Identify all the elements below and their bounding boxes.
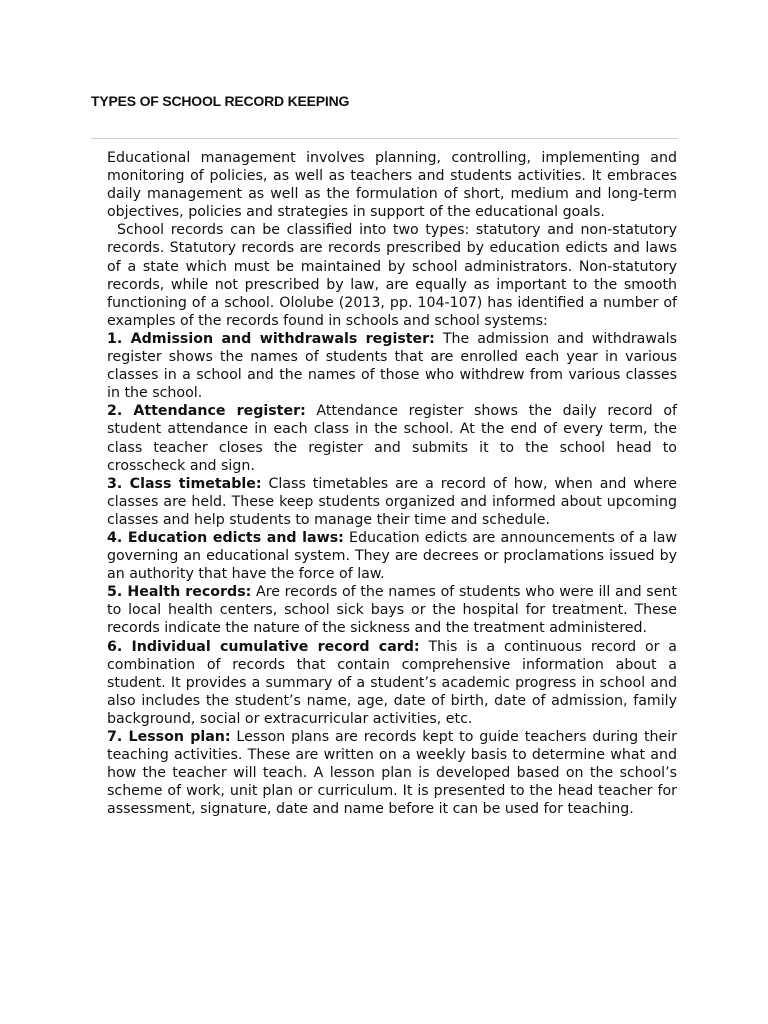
- list-item-text: Are records of the names of students who were ill and sent to local health centers, school sick bays or the hospital for treatment. These records indicate the nature of the sickness and the treatment administered.: [107, 584, 677, 637]
- list-item-title: 5. Health records:: [107, 584, 252, 601]
- list-item-title: 1. Admission and withdrawals register:: [107, 330, 435, 347]
- list-item-text: Class timetables are a record of how, when and where classes are held. These keep students organized and informed about upcoming classes and help students to manage their time and schedule.: [107, 475, 677, 528]
- list-item-title: 6. Individual cumulative record card:: [107, 638, 420, 655]
- classification-paragraph: School records can be classified into two types: statutory and non-statutory records. Statutory records are records prescribed by education edicts and laws of a state which must be maintained by school administrators. Non-statutory records, while not prescribed by law, are equally as important to the smooth functioning of a school. Ololube (2013, pp. 104-107) has identified a number of examples of the records found in schools and school systems:: [107, 222, 677, 329]
- list-item-text: Lesson plans are records kept to guide teachers during their teaching activities. These are written on a weekly basis to determine what and how the teacher will teach. A lesson plan is developed based on the school’s scheme of work, unit plan or curriculum. It is presented to the head teacher for assessment, signature, date and name before it can be used for teaching.: [107, 729, 677, 818]
- list-item-title: 3. Class timetable:: [107, 475, 262, 492]
- list-item-text: This is a continuous record or a combination of records that contain comprehensive information about a student. It provides a summary of a student’s academic progress in school and also includes the student’s name, age, date of birth, date of admission, family background, social or extracurricular activities, etc.: [107, 638, 678, 727]
- page-title: TYPES OF SCHOOL RECORD KEEPING: [91, 93, 350, 109]
- list-item: [107, 402, 677, 474]
- list-item: [107, 529, 677, 583]
- document-body: [107, 149, 677, 818]
- title-divider: [91, 138, 678, 139]
- intro-paragraph: Educational management involves planning, controlling, implementing and monitoring of policies, as well as teachers and students activities. It embraces daily management as well as the formulation of short, medium and long-term objectives, policies and strategies in support of the educational goals.: [107, 150, 677, 221]
- list-item-title: 4. Education edicts and laws:: [107, 529, 344, 546]
- list-item: [107, 728, 677, 818]
- list-item-text: Attendance register shows the daily record of student attendance in each class in the school. At the end of every term, the class teacher closes the register and submits it to the school head to crosscheck and sign.: [107, 403, 677, 474]
- list-item: [107, 638, 677, 728]
- list-item: [107, 475, 677, 529]
- list-item: [107, 330, 677, 402]
- list-item-title: 2. Attendance register:: [107, 403, 306, 420]
- list-item-text: Education edicts are announcements of a law governing an educational system. They are decrees or proclamations issued by an authority that have the force of law.: [107, 529, 677, 583]
- list-item-title: 7. Lesson plan:: [107, 729, 231, 745]
- list-item: [107, 583, 677, 637]
- list-item-text: The admission and withdrawals register shows the names of students that are enrolled each year in various classes in a school and the names of those who withdrew from various classes in the school.: [107, 330, 677, 402]
